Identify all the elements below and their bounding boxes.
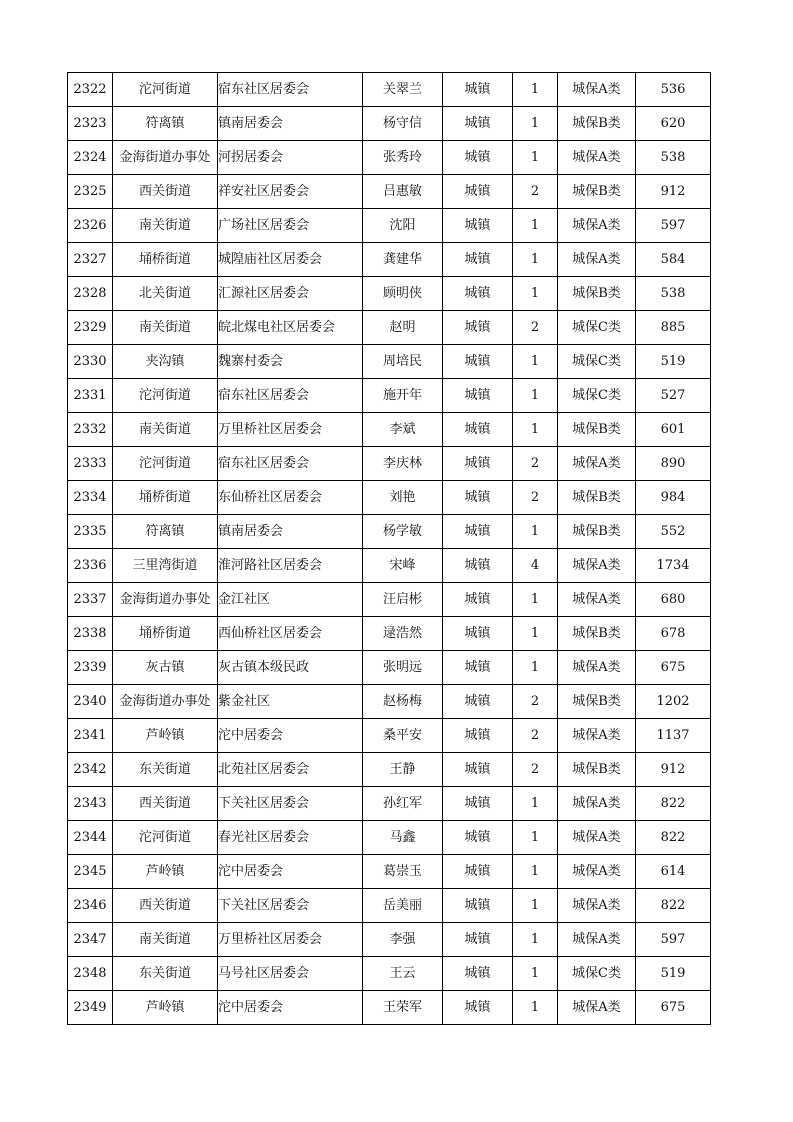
household-count-cell: 1 — [513, 923, 558, 957]
area-type-cell: 城镇 — [443, 957, 513, 991]
committee-cell: 汇源社区居委会 — [218, 277, 363, 311]
amount-cell: 597 — [636, 209, 711, 243]
street-cell: 北关街道 — [113, 277, 218, 311]
street-cell: 西关街道 — [113, 175, 218, 209]
household-count-cell: 1 — [513, 73, 558, 107]
amount-cell: 822 — [636, 787, 711, 821]
area-type-cell: 城镇 — [443, 447, 513, 481]
insurance-category-cell: 城保A类 — [558, 855, 636, 889]
name-cell: 马鑫 — [363, 821, 443, 855]
row-number: 2329 — [68, 311, 113, 345]
name-cell: 宋峰 — [363, 549, 443, 583]
household-count-cell: 2 — [513, 753, 558, 787]
household-count-cell: 1 — [513, 855, 558, 889]
row-number: 2334 — [68, 481, 113, 515]
amount-cell: 678 — [636, 617, 711, 651]
amount-cell: 912 — [636, 175, 711, 209]
table-row — [68, 311, 711, 345]
amount-cell: 984 — [636, 481, 711, 515]
committee-cell: 春光社区居委会 — [218, 821, 363, 855]
insurance-category-cell: 城保A类 — [558, 889, 636, 923]
table-row — [68, 889, 711, 923]
insurance-category-cell: 城保A类 — [558, 549, 636, 583]
amount-cell: 519 — [636, 345, 711, 379]
records-table — [67, 72, 711, 1025]
amount-cell: 680 — [636, 583, 711, 617]
name-cell: 赵杨梅 — [363, 685, 443, 719]
table-row — [68, 413, 711, 447]
insurance-category-cell: 城保C类 — [558, 957, 636, 991]
name-cell: 孙红军 — [363, 787, 443, 821]
area-type-cell: 城镇 — [443, 821, 513, 855]
table-row — [68, 617, 711, 651]
street-cell: 金海街道办事处 — [113, 583, 218, 617]
amount-cell: 597 — [636, 923, 711, 957]
area-type-cell: 城镇 — [443, 753, 513, 787]
committee-cell: 马号社区居委会 — [218, 957, 363, 991]
household-count-cell: 1 — [513, 889, 558, 923]
area-type-cell: 城镇 — [443, 379, 513, 413]
household-count-cell: 1 — [513, 583, 558, 617]
household-count-cell: 2 — [513, 175, 558, 209]
row-number: 2326 — [68, 209, 113, 243]
row-number: 2344 — [68, 821, 113, 855]
household-count-cell: 1 — [513, 787, 558, 821]
name-cell: 岳美丽 — [363, 889, 443, 923]
name-cell: 龚建华 — [363, 243, 443, 277]
street-cell: 南关街道 — [113, 209, 218, 243]
row-number: 2342 — [68, 753, 113, 787]
household-count-cell: 1 — [513, 515, 558, 549]
name-cell: 赵明 — [363, 311, 443, 345]
amount-cell: 584 — [636, 243, 711, 277]
area-type-cell: 城镇 — [443, 787, 513, 821]
row-number: 2337 — [68, 583, 113, 617]
table-row — [68, 583, 711, 617]
committee-cell: 下关社区居委会 — [218, 787, 363, 821]
name-cell: 施开年 — [363, 379, 443, 413]
household-count-cell: 1 — [513, 651, 558, 685]
name-cell: 刘艳 — [363, 481, 443, 515]
amount-cell: 822 — [636, 889, 711, 923]
row-number: 2341 — [68, 719, 113, 753]
name-cell: 周培民 — [363, 345, 443, 379]
committee-cell: 魏寨村委会 — [218, 345, 363, 379]
street-cell: 夹沟镇 — [113, 345, 218, 379]
table-row — [68, 651, 711, 685]
name-cell: 吕惠敏 — [363, 175, 443, 209]
household-count-cell: 2 — [513, 311, 558, 345]
name-cell: 杨学敏 — [363, 515, 443, 549]
table-row — [68, 209, 711, 243]
amount-cell: 1137 — [636, 719, 711, 753]
row-number: 2348 — [68, 957, 113, 991]
household-count-cell: 1 — [513, 243, 558, 277]
amount-cell: 675 — [636, 991, 711, 1025]
area-type-cell: 城镇 — [443, 991, 513, 1025]
street-cell: 埇桥街道 — [113, 481, 218, 515]
area-type-cell: 城镇 — [443, 311, 513, 345]
street-cell: 三里湾街道 — [113, 549, 218, 583]
name-cell: 王静 — [363, 753, 443, 787]
committee-cell: 广场社区居委会 — [218, 209, 363, 243]
area-type-cell: 城镇 — [443, 175, 513, 209]
amount-cell: 552 — [636, 515, 711, 549]
committee-cell: 皖北煤电社区居委会 — [218, 311, 363, 345]
street-cell: 符离镇 — [113, 107, 218, 141]
row-number: 2345 — [68, 855, 113, 889]
insurance-category-cell: 城保A类 — [558, 923, 636, 957]
row-number: 2324 — [68, 141, 113, 175]
amount-cell: 601 — [636, 413, 711, 447]
amount-cell: 538 — [636, 141, 711, 175]
committee-cell: 河拐居委会 — [218, 141, 363, 175]
name-cell: 李庆林 — [363, 447, 443, 481]
committee-cell: 宿东社区居委会 — [218, 73, 363, 107]
household-count-cell: 1 — [513, 345, 558, 379]
name-cell: 顾明侠 — [363, 277, 443, 311]
insurance-category-cell: 城保B类 — [558, 481, 636, 515]
street-cell: 金海街道办事处 — [113, 141, 218, 175]
area-type-cell: 城镇 — [443, 651, 513, 685]
household-count-cell: 1 — [513, 209, 558, 243]
committee-cell: 西仙桥社区居委会 — [218, 617, 363, 651]
committee-cell: 镇南居委会 — [218, 515, 363, 549]
insurance-category-cell: 城保A类 — [558, 991, 636, 1025]
area-type-cell: 城镇 — [443, 345, 513, 379]
amount-cell: 912 — [636, 753, 711, 787]
insurance-category-cell: 城保C类 — [558, 311, 636, 345]
amount-cell: 519 — [636, 957, 711, 991]
committee-cell: 祥安社区居委会 — [218, 175, 363, 209]
street-cell: 西关街道 — [113, 889, 218, 923]
insurance-category-cell: 城保A类 — [558, 141, 636, 175]
committee-cell: 宿东社区居委会 — [218, 379, 363, 413]
row-number: 2325 — [68, 175, 113, 209]
area-type-cell: 城镇 — [443, 923, 513, 957]
amount-cell: 620 — [636, 107, 711, 141]
committee-cell: 北苑社区居委会 — [218, 753, 363, 787]
area-type-cell: 城镇 — [443, 481, 513, 515]
committee-cell: 宿东社区居委会 — [218, 447, 363, 481]
row-number: 2330 — [68, 345, 113, 379]
committee-cell: 紫金社区 — [218, 685, 363, 719]
household-count-cell: 1 — [513, 413, 558, 447]
area-type-cell: 城镇 — [443, 73, 513, 107]
area-type-cell: 城镇 — [443, 209, 513, 243]
street-cell: 灰古镇 — [113, 651, 218, 685]
area-type-cell: 城镇 — [443, 889, 513, 923]
name-cell: 关翠兰 — [363, 73, 443, 107]
amount-cell: 890 — [636, 447, 711, 481]
name-cell: 王云 — [363, 957, 443, 991]
name-cell: 李强 — [363, 923, 443, 957]
street-cell: 南关街道 — [113, 413, 218, 447]
street-cell: 南关街道 — [113, 923, 218, 957]
insurance-category-cell: 城保B类 — [558, 175, 636, 209]
table-row — [68, 73, 711, 107]
row-number: 2349 — [68, 991, 113, 1025]
insurance-category-cell: 城保C类 — [558, 379, 636, 413]
household-count-cell: 2 — [513, 481, 558, 515]
household-count-cell: 2 — [513, 685, 558, 719]
area-type-cell: 城镇 — [443, 855, 513, 889]
table-row — [68, 481, 711, 515]
row-number: 2335 — [68, 515, 113, 549]
name-cell: 葛崇玉 — [363, 855, 443, 889]
table-row — [68, 243, 711, 277]
street-cell: 东关街道 — [113, 957, 218, 991]
name-cell: 桑平安 — [363, 719, 443, 753]
household-count-cell: 4 — [513, 549, 558, 583]
insurance-category-cell: 城保A类 — [558, 787, 636, 821]
committee-cell: 下关社区居委会 — [218, 889, 363, 923]
street-cell: 东关街道 — [113, 753, 218, 787]
row-number: 2322 — [68, 73, 113, 107]
table-row — [68, 447, 711, 481]
insurance-category-cell: 城保B类 — [558, 753, 636, 787]
insurance-category-cell: 城保B类 — [558, 515, 636, 549]
household-count-cell: 1 — [513, 957, 558, 991]
row-number: 2347 — [68, 923, 113, 957]
amount-cell: 1202 — [636, 685, 711, 719]
insurance-category-cell: 城保B类 — [558, 413, 636, 447]
table-row — [68, 991, 711, 1025]
name-cell: 逯浩然 — [363, 617, 443, 651]
insurance-category-cell: 城保A类 — [558, 583, 636, 617]
insurance-category-cell: 城保A类 — [558, 821, 636, 855]
area-type-cell: 城镇 — [443, 549, 513, 583]
amount-cell: 675 — [636, 651, 711, 685]
table-row — [68, 753, 711, 787]
committee-cell: 城隍庙社区居委会 — [218, 243, 363, 277]
street-cell: 沱河街道 — [113, 447, 218, 481]
table-row — [68, 855, 711, 889]
amount-cell: 538 — [636, 277, 711, 311]
area-type-cell: 城镇 — [443, 413, 513, 447]
household-count-cell: 1 — [513, 141, 558, 175]
committee-cell: 东仙桥社区居委会 — [218, 481, 363, 515]
street-cell: 沱河街道 — [113, 73, 218, 107]
street-cell: 沱河街道 — [113, 379, 218, 413]
committee-cell: 淮河路社区居委会 — [218, 549, 363, 583]
area-type-cell: 城镇 — [443, 617, 513, 651]
row-number: 2323 — [68, 107, 113, 141]
committee-cell: 万里桥社区居委会 — [218, 413, 363, 447]
amount-cell: 527 — [636, 379, 711, 413]
committee-cell: 灰古镇本级民政 — [218, 651, 363, 685]
street-cell: 南关街道 — [113, 311, 218, 345]
household-count-cell: 1 — [513, 379, 558, 413]
household-count-cell: 1 — [513, 277, 558, 311]
household-count-cell: 1 — [513, 821, 558, 855]
area-type-cell: 城镇 — [443, 107, 513, 141]
street-cell: 西关街道 — [113, 787, 218, 821]
name-cell: 张明远 — [363, 651, 443, 685]
name-cell: 杨守信 — [363, 107, 443, 141]
street-cell: 金海街道办事处 — [113, 685, 218, 719]
committee-cell: 万里桥社区居委会 — [218, 923, 363, 957]
street-cell: 芦岭镇 — [113, 719, 218, 753]
area-type-cell: 城镇 — [443, 583, 513, 617]
insurance-category-cell: 城保B类 — [558, 617, 636, 651]
row-number: 2338 — [68, 617, 113, 651]
row-number: 2336 — [68, 549, 113, 583]
street-cell: 埇桥街道 — [113, 617, 218, 651]
committee-cell: 镇南居委会 — [218, 107, 363, 141]
row-number: 2327 — [68, 243, 113, 277]
insurance-category-cell: 城保A类 — [558, 651, 636, 685]
amount-cell: 885 — [636, 311, 711, 345]
area-type-cell: 城镇 — [443, 277, 513, 311]
table-row — [68, 515, 711, 549]
row-number: 2331 — [68, 379, 113, 413]
table-row — [68, 141, 711, 175]
household-count-cell: 2 — [513, 719, 558, 753]
insurance-category-cell: 城保C类 — [558, 345, 636, 379]
insurance-category-cell: 城保A类 — [558, 719, 636, 753]
table-row — [68, 345, 711, 379]
table-row — [68, 175, 711, 209]
street-cell: 芦岭镇 — [113, 855, 218, 889]
household-count-cell: 1 — [513, 991, 558, 1025]
name-cell: 沈阳 — [363, 209, 443, 243]
amount-cell: 614 — [636, 855, 711, 889]
insurance-category-cell: 城保A类 — [558, 243, 636, 277]
household-count-cell: 1 — [513, 617, 558, 651]
amount-cell: 822 — [636, 821, 711, 855]
committee-cell: 沱中居委会 — [218, 855, 363, 889]
table-row — [68, 277, 711, 311]
area-type-cell: 城镇 — [443, 141, 513, 175]
table-row — [68, 821, 711, 855]
insurance-category-cell: 城保A类 — [558, 209, 636, 243]
row-number: 2333 — [68, 447, 113, 481]
row-number: 2346 — [68, 889, 113, 923]
area-type-cell: 城镇 — [443, 719, 513, 753]
table-row — [68, 957, 711, 991]
table-row — [68, 787, 711, 821]
insurance-category-cell: 城保A类 — [558, 447, 636, 481]
street-cell: 芦岭镇 — [113, 991, 218, 1025]
committee-cell: 金江社区 — [218, 583, 363, 617]
committee-cell: 沱中居委会 — [218, 991, 363, 1025]
row-number: 2328 — [68, 277, 113, 311]
area-type-cell: 城镇 — [443, 685, 513, 719]
area-type-cell: 城镇 — [443, 243, 513, 277]
table-row — [68, 923, 711, 957]
table-row — [68, 379, 711, 413]
table-row — [68, 685, 711, 719]
household-count-cell: 2 — [513, 447, 558, 481]
row-number: 2340 — [68, 685, 113, 719]
row-number: 2332 — [68, 413, 113, 447]
street-cell: 沱河街道 — [113, 821, 218, 855]
insurance-category-cell: 城保A类 — [558, 73, 636, 107]
table-row — [68, 719, 711, 753]
insurance-category-cell: 城保B类 — [558, 107, 636, 141]
committee-cell: 沱中居委会 — [218, 719, 363, 753]
household-count-cell: 1 — [513, 107, 558, 141]
area-type-cell: 城镇 — [443, 515, 513, 549]
table-row — [68, 107, 711, 141]
row-number: 2339 — [68, 651, 113, 685]
amount-cell: 1734 — [636, 549, 711, 583]
name-cell: 张秀玲 — [363, 141, 443, 175]
row-number: 2343 — [68, 787, 113, 821]
table-row — [68, 549, 711, 583]
table-body — [68, 73, 711, 1025]
amount-cell: 536 — [636, 73, 711, 107]
name-cell: 汪启彬 — [363, 583, 443, 617]
street-cell: 埇桥街道 — [113, 243, 218, 277]
insurance-category-cell: 城保B类 — [558, 277, 636, 311]
name-cell: 李斌 — [363, 413, 443, 447]
name-cell: 王荣军 — [363, 991, 443, 1025]
insurance-category-cell: 城保B类 — [558, 685, 636, 719]
street-cell: 符离镇 — [113, 515, 218, 549]
